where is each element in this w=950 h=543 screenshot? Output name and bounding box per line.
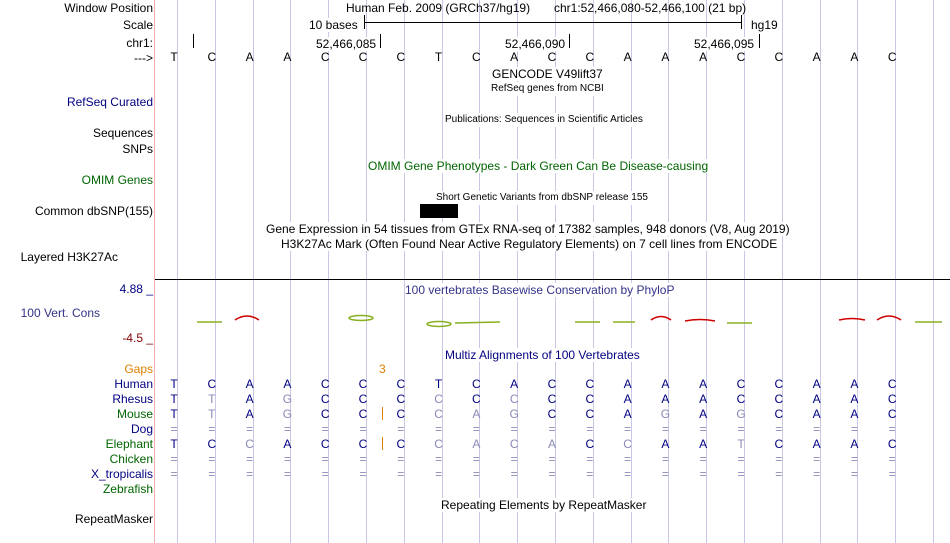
scale-db-label: hg19 (751, 18, 778, 32)
label-chrom: chr1: (126, 36, 153, 50)
alignment-base-elephant: T (737, 437, 745, 451)
alignment-base-dog: = (586, 422, 594, 436)
phylop-signal (455, 322, 500, 323)
alignment-base-x-tropicalis: = (775, 467, 783, 481)
label-cons-max: 4.88 _ (119, 282, 153, 296)
alignment-base-mouse: C (396, 407, 406, 421)
phylop-signal (349, 316, 373, 321)
alignment-base-chicken: = (699, 452, 707, 466)
scale-bar-right-tick (741, 15, 742, 29)
alignment-base-elephant: C (887, 437, 897, 451)
alignment-base-x-tropicalis: = (435, 467, 443, 481)
alignment-base-human: A (245, 377, 254, 391)
alignment-base-dog: = (359, 422, 367, 436)
alignment-base-x-tropicalis: = (246, 467, 254, 481)
alignment-base-rhesus: C (434, 392, 443, 406)
alignment-base-x-tropicalis: = (813, 467, 821, 481)
alignment-base-human: C (472, 377, 481, 391)
alignment-base-rhesus: C (320, 392, 330, 406)
phylop-title[interactable]: 100 vertebrates Basewise Conservation by PhyloP (405, 283, 675, 297)
alignment-base-mouse: G (660, 407, 671, 421)
ruler-tick (193, 34, 194, 48)
alignment-base-chicken: = (888, 452, 896, 466)
multiz-title[interactable]: Multiz Alignments of 100 Vertebrates (445, 348, 640, 362)
alignment-base-mouse: T (208, 407, 216, 421)
track-divider (155, 279, 950, 280)
base-letter: A (850, 50, 859, 64)
alignment-base-chicken: = (813, 452, 821, 466)
base-letter: C (774, 50, 784, 64)
alignment-base-elephant: A (472, 437, 481, 451)
alignment-base-elephant: C (207, 437, 217, 451)
label-species-dog[interactable]: Dog (130, 422, 153, 436)
alignment-base-human: T (170, 377, 178, 391)
base-letter: C (585, 50, 595, 64)
alignment-base-human: A (699, 377, 708, 391)
alignment-base-mouse: C (547, 407, 557, 421)
alignment-base-chicken: = (737, 452, 745, 466)
gencode-title[interactable]: GENCODE V49lift37 (492, 67, 603, 81)
alignment-base-dog: = (472, 422, 480, 436)
alignment-base-rhesus: A (245, 392, 254, 406)
alignment-base-dog: = (775, 422, 783, 436)
alignment-base-x-tropicalis: = (888, 467, 896, 481)
track-label-column (0, 0, 155, 543)
label-refseq-curated[interactable]: RefSeq Curated (66, 95, 153, 109)
phylop-signal (839, 319, 865, 321)
label-species-zebrafish[interactable]: Zebrafish (102, 482, 153, 496)
dbsnp-variant-block[interactable] (420, 204, 458, 218)
alignment-base-elephant: C (358, 437, 368, 451)
alignment-base-elephant: A (547, 437, 556, 451)
base-letter: C (320, 50, 330, 64)
alignment-base-mouse: A (245, 407, 254, 421)
alignment-base-mouse: T (170, 407, 178, 421)
alignment-base-mouse: C (320, 407, 330, 421)
alignment-base-x-tropicalis: = (208, 467, 216, 481)
ruler-coord-1: 52,466,085 (316, 37, 377, 51)
alignment-base-chicken: = (208, 452, 216, 466)
scale-bar-label: 10 bases (309, 18, 358, 32)
assembly-title: Human Feb. 2009 (GRCh37/hg19) (346, 1, 531, 15)
alignment-base-rhesus: A (661, 392, 670, 406)
alignment-base-human: A (661, 377, 670, 391)
alignment-base-elephant: C (396, 437, 406, 451)
label-common-dbsnp[interactable]: Common dbSNP(155) (34, 204, 153, 218)
alignment-base-rhesus: C (509, 392, 519, 406)
alignment-base-rhesus: A (699, 392, 708, 406)
alignment-base-x-tropicalis: = (283, 467, 291, 481)
alignment-base-rhesus: T (208, 392, 216, 406)
alignment-base-x-tropicalis: = (548, 467, 556, 481)
alignment-base-chicken: = (472, 452, 480, 466)
alignment-base-mouse: A (472, 407, 481, 421)
alignment-base-chicken: = (435, 452, 443, 466)
alignment-base-chicken: = (321, 452, 329, 466)
base-letter: C (472, 50, 481, 64)
alignment-base-x-tropicalis: = (170, 467, 178, 481)
repeatmasker-title[interactable]: Repeating Elements by RepeatMasker (441, 498, 647, 512)
alignment-base-chicken: = (397, 452, 405, 466)
label-sequences[interactable]: Sequences (92, 126, 153, 140)
alignment-base-dog: = (246, 422, 254, 436)
label-species-mouse[interactable]: Mouse (116, 407, 153, 421)
alignment-base-dog: = (661, 422, 669, 436)
alignment-base-elephant: C (509, 437, 519, 451)
gap-insertion-mark (382, 437, 383, 450)
phylop-signal (685, 320, 715, 322)
phylop-signal (877, 316, 901, 320)
alignment-base-dog: = (850, 422, 858, 436)
base-letter: C (887, 50, 897, 64)
alignment-base-x-tropicalis: = (850, 467, 858, 481)
alignment-base-dog: = (510, 422, 518, 436)
phylop-signal (427, 322, 451, 327)
alignment-base-chicken: = (359, 452, 367, 466)
alignment-base-elephant: C (774, 437, 784, 451)
alignment-base-x-tropicalis: = (737, 467, 745, 481)
ruler-tick (569, 34, 570, 48)
label-species-rhesus[interactable]: Rhesus (112, 392, 153, 406)
alignment-base-mouse: G (736, 407, 746, 421)
alignment-base-rhesus: C (396, 392, 406, 406)
phylop-signal (651, 317, 671, 321)
alignment-base-rhesus: C (585, 392, 595, 406)
alignment-base-elephant: C (320, 437, 330, 451)
alignment-base-x-tropicalis: = (472, 467, 480, 481)
alignment-base-chicken: = (775, 452, 783, 466)
gtex-title[interactable]: Gene Expression in 54 tissues from GTEx RNA-seq of 17382 samples, 948 donors (V8, Aug 2019) (266, 222, 790, 236)
alignment-base-dog: = (397, 422, 405, 436)
alignment-base-human: A (510, 377, 519, 391)
alignment-base-human: C (358, 377, 368, 391)
alignment-base-mouse: C (887, 407, 897, 421)
alignment-base-dog: = (321, 422, 329, 436)
h3k27ac-title[interactable]: H3K27Ac Mark (Often Found Near Active Regulatory Elements) on 7 cell lines from ENCODE (281, 237, 778, 251)
base-letter: A (661, 50, 670, 64)
alignment-base-human: A (283, 377, 292, 391)
alignment-base-mouse: C (585, 407, 595, 421)
omim-title[interactable]: OMIM Gene Phenotypes - Dark Green Can Be Disease-causing (368, 159, 709, 173)
base-letter: C (396, 50, 406, 64)
alignment-base-chicken: = (586, 452, 594, 466)
alignment-base-human: A (623, 377, 632, 391)
alignment-base-elephant: A (283, 437, 292, 451)
alignment-base-x-tropicalis: = (586, 467, 594, 481)
alignment-base-mouse: A (699, 407, 708, 421)
alignment-base-x-tropicalis: = (321, 467, 329, 481)
alignment-base-x-tropicalis: = (397, 467, 405, 481)
alignment-base-dog: = (813, 422, 821, 436)
alignment-base-rhesus: A (623, 392, 632, 406)
alignment-base-human: A (812, 377, 821, 391)
label-layered-h3k27ac[interactable]: Layered H3K27Ac (20, 250, 118, 264)
alignment-base-dog: = (283, 422, 291, 436)
alignment-base-elephant: A (812, 437, 821, 451)
alignment-base-x-tropicalis: = (624, 467, 632, 481)
alignment-base-mouse: A (623, 407, 632, 421)
alignment-base-dog: = (737, 422, 745, 436)
ruler-tick (759, 34, 760, 48)
phylop-graph[interactable] (155, 300, 950, 340)
alignment-base-chicken: = (170, 452, 178, 466)
alignment-base-x-tropicalis: = (359, 467, 367, 481)
alignment-base-rhesus: A (812, 392, 821, 406)
alignment-base-elephant: C (434, 437, 443, 451)
alignment-base-human: C (585, 377, 595, 391)
ruler-coord-3: 52,466,095 (694, 37, 755, 51)
alignment-base-rhesus: C (736, 392, 746, 406)
alignment-base-dog: = (699, 422, 707, 436)
scale-bar (364, 22, 742, 23)
ruler-tick (380, 34, 381, 48)
alignment-base-elephant: A (699, 437, 708, 451)
publications-title[interactable]: Publications: Sequences in Scientific Articles (445, 114, 643, 125)
alignment-base-human: C (774, 377, 784, 391)
label-scale: Scale (122, 18, 153, 32)
alignment-base-dog: = (435, 422, 443, 436)
alignment-base-elephant: C (245, 437, 254, 451)
alignment-base-dog: = (170, 422, 178, 436)
alignment-base-chicken: = (548, 452, 556, 466)
ruler-coord-2: 52,466,090 (505, 37, 566, 51)
label-cons-min: -4.5 _ (122, 331, 153, 345)
alignment-base-mouse: A (850, 407, 859, 421)
gridline (933, 0, 934, 543)
alignment-base-human: C (396, 377, 406, 391)
alignment-base-dog: = (624, 422, 632, 436)
alignment-base-human: T (434, 377, 443, 391)
alignment-base-mouse: C (434, 407, 443, 421)
label-strand-arrow: ---> (134, 51, 153, 65)
dbsnp-title[interactable]: Short Genetic Variants from dbSNP release 155 (436, 192, 648, 203)
label-repeatmasker[interactable]: RepeatMasker (74, 512, 153, 526)
alignment-base-dog: = (208, 422, 216, 436)
gaps-value: 3 (379, 362, 386, 376)
alignment-base-elephant: A (850, 437, 859, 451)
base-letter: C (547, 50, 557, 64)
alignment-base-human: C (887, 377, 897, 391)
alignment-base-x-tropicalis: = (661, 467, 669, 481)
alignment-base-rhesus: C (887, 392, 897, 406)
alignment-base-dog: = (888, 422, 896, 436)
label-species-elephant[interactable]: Elephant (105, 437, 153, 451)
base-letter: A (245, 50, 254, 64)
alignment-base-mouse: G (509, 407, 519, 421)
alignment-base-x-tropicalis: = (699, 467, 707, 481)
label-omim-genes[interactable]: OMIM Genes (81, 173, 153, 187)
alignment-base-mouse: G (282, 407, 293, 421)
label-snps[interactable]: SNPs (122, 142, 153, 156)
alignment-base-rhesus: C (547, 392, 557, 406)
base-letter: A (510, 50, 519, 64)
label-species-chicken[interactable]: Chicken (109, 452, 153, 466)
label-100-vert-cons[interactable]: 100 Vert. Cons (20, 306, 100, 320)
base-letter: C (207, 50, 217, 64)
base-letter: T (434, 50, 443, 64)
alignment-base-human: A (850, 377, 859, 391)
alignment-base-rhesus: C (358, 392, 368, 406)
alignment-base-human: C (320, 377, 330, 391)
refseq-subtitle: RefSeq genes from NCBI (491, 83, 604, 94)
alignment-base-mouse: C (774, 407, 784, 421)
alignment-base-x-tropicalis: = (510, 467, 518, 481)
alignment-base-rhesus: T (170, 392, 178, 406)
label-gaps[interactable]: Gaps (124, 362, 153, 376)
window-position-text[interactable]: chr1:52,466,080-52,466,100 (21 bp) (554, 1, 747, 15)
gap-insertion-mark (382, 407, 383, 420)
base-letter: A (283, 50, 292, 64)
alignment-base-chicken: = (850, 452, 858, 466)
alignment-base-chicken: = (283, 452, 291, 466)
alignment-base-dog: = (548, 422, 556, 436)
alignment-base-chicken: = (246, 452, 254, 466)
phylop-signal (235, 316, 259, 320)
label-species-x-tropicalis[interactable]: X_tropicalis (90, 467, 153, 481)
alignment-base-chicken: = (624, 452, 632, 466)
base-letter: A (812, 50, 821, 64)
alignment-base-human: C (207, 377, 217, 391)
alignment-base-human: C (736, 377, 746, 391)
alignment-base-chicken: = (510, 452, 518, 466)
alignment-base-elephant: T (170, 437, 178, 451)
alignment-base-human: C (547, 377, 557, 391)
alignment-base-rhesus: G (282, 392, 293, 406)
base-letter: T (170, 50, 178, 64)
alignment-base-rhesus: A (850, 392, 859, 406)
base-letter: C (358, 50, 368, 64)
alignment-base-mouse: A (812, 407, 821, 421)
alignment-base-mouse: C (358, 407, 368, 421)
alignment-base-elephant: C (623, 437, 632, 451)
base-letter: C (736, 50, 746, 64)
base-letter: A (623, 50, 632, 64)
alignment-base-rhesus: C (774, 392, 784, 406)
alignment-base-elephant: C (585, 437, 595, 451)
base-letter: A (699, 50, 708, 64)
label-window-position: Window Position (64, 1, 153, 15)
label-species-human[interactable]: Human (114, 377, 153, 391)
alignment-base-chicken: = (661, 452, 669, 466)
alignment-base-rhesus: C (472, 392, 481, 406)
alignment-base-elephant: A (661, 437, 670, 451)
